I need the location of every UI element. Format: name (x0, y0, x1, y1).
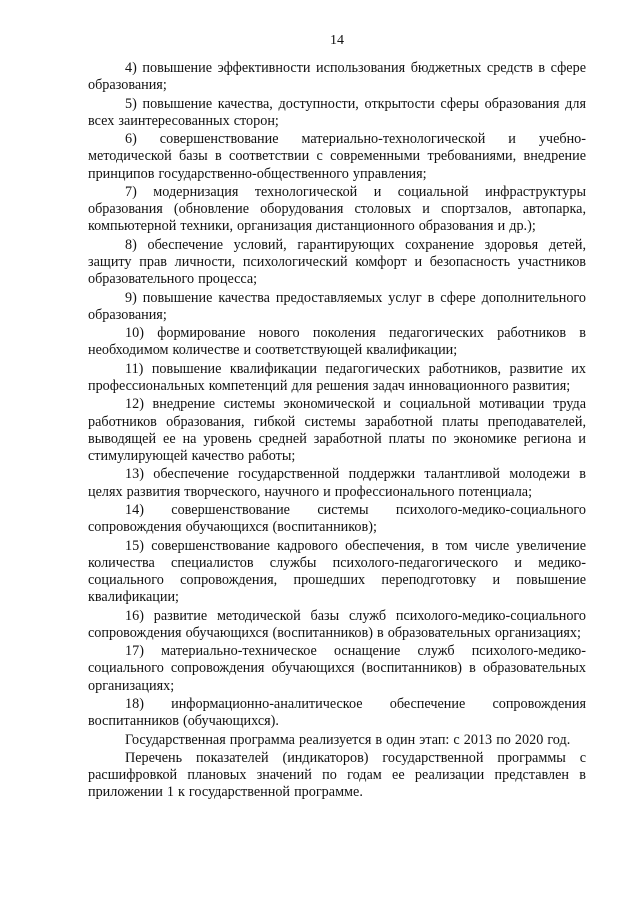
paragraph-item-14: 14) совершенствование системы психолого-медико-социального сопровождения обучающихся (воспитанников); (88, 501, 586, 536)
paragraph-item-16: 16) развитие методической базы служб психолого-медико-социального сопровождения обучающихся (воспитанников) в образовательных организациях; (88, 607, 586, 641)
program-stage-paragraph: Государственная программа реализуется в один этап: с 2013 по 2020 год. (125, 731, 571, 748)
paragraph-item-10: 10) формирование нового поколения педагогических работников в необходимом количестве и соответствующей квалификации; (88, 325, 586, 359)
document-body (88, 60, 586, 802)
paragraph-item-12: 12) внедрение системы экономической и социальной мотивации труда работников образования, гибкой системы заработной платы преподавателей, выводящей ее на уровень средней заработной платы по экономике региона и стимулирующей качество работы; (88, 396, 586, 464)
paragraph-item-11: 11) повышение квалификации педагогических работников, развитие их профессиональных компетенций для решения задач инновационного развития; (88, 360, 586, 394)
paragraph-item-4: 4) повышение эффективности использования бюджетных средств в сфере образования; (88, 60, 586, 94)
paragraph-item-6: 6) совершенствование материально-технологической и учебно-методической базы в соответствии с современными требованиями, внедрение принципов государственно-общественного управления; (88, 131, 586, 182)
paragraph-item-8: 8) обеспечение условий, гарантирующих сохранение здоровья детей, защиту прав личности, психологический комфорт и безопасность участников образовательного процесса; (88, 236, 586, 288)
paragraph-item-7: 7) модернизация технологической и социальной инфраструктуры образования (обновление оборудования столовых и спортзалов, автопарка, компьютерной техники, организация дистанционного образования и др.); (88, 183, 586, 235)
page-number: 14 (330, 33, 344, 48)
paragraph-item-5: 5) повышение качества, доступности, открытости сферы образования для всех заинтересованных сторон; (88, 95, 586, 129)
paragraph-item-15: 15) совершенствование кадрового обеспечения, в том числе увеличение количества специалистов службы психолого-педагогического и медико-социального сопровождения, прошедших переподготовку и повышение квалификации; (88, 537, 586, 606)
paragraph-item-9: 9) повышение качества предоставляемых услуг в сфере дополнительного образования; (88, 289, 586, 323)
paragraph-item-18: 18) информационно-аналитическое обеспечение сопровождения воспитанников (обучающихся). (88, 695, 586, 730)
paragraph-item-17: 17) материально-техническое оснащение служб психолого-медико-социального сопровождения обучающихся (воспитанников) в образовательных организациях; (88, 643, 586, 694)
indicators-paragraph: Перечень показателей (индикаторов) государственной программы с расшифровкой плановых значений по годам ее реализации представлен в приложении 1 к государственной программе. (88, 749, 586, 801)
paragraph-item-13: 13) обеспечение государственной поддержки талантливой молодежи в целях развития творческого, научного и профессионального потенциала; (88, 466, 586, 500)
